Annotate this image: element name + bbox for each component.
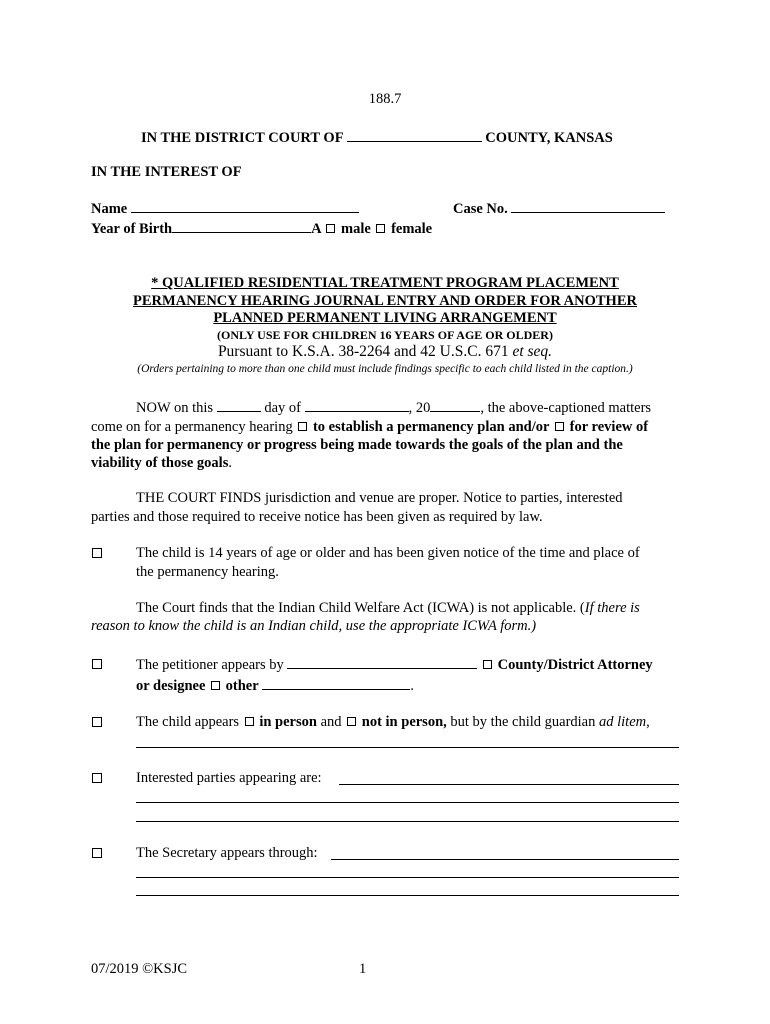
secretary-field-3[interactable] bbox=[136, 895, 679, 896]
now-text-9: . bbox=[228, 455, 232, 471]
designee-label: or designee bbox=[136, 678, 206, 694]
petitioner-end: . bbox=[410, 678, 414, 694]
interested-parties-checkbox[interactable] bbox=[92, 773, 102, 783]
child-appears-checkbox[interactable] bbox=[92, 717, 102, 727]
male-checkbox[interactable] bbox=[326, 224, 335, 233]
now-line-1 bbox=[136, 399, 651, 417]
notice-checkbox[interactable] bbox=[92, 548, 102, 558]
now-text-1: NOW on this bbox=[136, 400, 214, 416]
pursuant-et-seq: et seq. bbox=[512, 343, 553, 360]
now-text-7: for review of bbox=[569, 419, 649, 435]
secretary-field-2[interactable] bbox=[136, 877, 679, 878]
pursuant-line bbox=[0, 343, 770, 360]
other-field[interactable] bbox=[262, 677, 410, 690]
icwa-italic-1: If there is bbox=[584, 600, 640, 616]
footer-revision: 07/2019 ©KSJC bbox=[91, 961, 188, 977]
court-finds-line-2: parties and those required to receive notice has been given as required by law. bbox=[91, 509, 543, 525]
case-label: Case No. bbox=[453, 201, 508, 217]
female-label: female bbox=[391, 221, 433, 237]
not-in-person-checkbox[interactable] bbox=[347, 717, 356, 726]
county-name-field[interactable] bbox=[347, 129, 482, 142]
male-label: male bbox=[341, 221, 371, 237]
now-line-2 bbox=[91, 419, 648, 436]
county-attorney-label: County/District Attorney bbox=[497, 657, 653, 673]
icwa-line-2: reason to know the child is an Indian child, use the appropriate ICWA form.) bbox=[91, 618, 537, 634]
and-label: and bbox=[320, 714, 342, 730]
now-text-4: , the above-captioned matters bbox=[480, 400, 652, 416]
secretary-line bbox=[136, 845, 318, 862]
female-checkbox[interactable] bbox=[376, 224, 385, 233]
now-text-6: to establish a permanency plan and/or bbox=[312, 419, 550, 435]
notice-line-2: the permanency hearing. bbox=[136, 564, 279, 580]
petitioner-label: The petitioner appears by bbox=[136, 657, 284, 673]
icwa-text: The Court finds that the Indian Child Welfare Act (ICWA) is not applicable. ( bbox=[136, 600, 585, 616]
case-number-field[interactable] bbox=[511, 200, 665, 213]
month-field[interactable] bbox=[305, 399, 409, 412]
secretary-label: The Secretary appears through: bbox=[136, 845, 318, 861]
petitioner-line-2 bbox=[136, 677, 414, 695]
review-plan-checkbox[interactable] bbox=[555, 422, 564, 431]
child-appears-label: The child appears bbox=[136, 714, 240, 730]
orders-note: (Orders pertaining to more than one child must include findings specific to each child listed in the caption.) bbox=[137, 363, 633, 375]
court-caption bbox=[141, 129, 613, 147]
child-appears-comma: , bbox=[646, 714, 650, 730]
interest-of-heading: IN THE INTEREST OF bbox=[91, 164, 242, 180]
name-label: Name bbox=[91, 201, 128, 217]
in-person-label: in person bbox=[259, 714, 317, 730]
now-text-5: come on for a permanency hearing bbox=[91, 419, 293, 435]
now-text-3: , 20 bbox=[408, 400, 431, 416]
secretary-checkbox[interactable] bbox=[92, 848, 102, 858]
other-checkbox[interactable] bbox=[211, 681, 220, 690]
in-person-checkbox[interactable] bbox=[245, 717, 254, 726]
court-finds-line-1: THE COURT FINDS jurisdiction and venue are proper. Notice to parties, interested bbox=[136, 490, 623, 506]
interested-parties-field-2[interactable] bbox=[136, 802, 679, 803]
form-number: 188.7 bbox=[368, 91, 402, 107]
interested-parties-field-1[interactable] bbox=[339, 784, 679, 785]
petitioner-checkbox[interactable] bbox=[92, 659, 102, 669]
day-field[interactable] bbox=[217, 399, 261, 412]
establish-plan-checkbox[interactable] bbox=[298, 422, 307, 431]
notice-line-1: The child is 14 years of age or older and has been given notice of the time and place of bbox=[136, 545, 640, 561]
ad-litem-text: ad litem bbox=[599, 714, 647, 730]
secretary-field-1[interactable] bbox=[331, 859, 679, 860]
guardian-text: but by the child guardian bbox=[450, 714, 599, 730]
icwa-line-1 bbox=[136, 600, 640, 617]
interested-parties-line bbox=[136, 770, 322, 787]
page-number: 1 bbox=[359, 961, 367, 977]
county-attorney-checkbox[interactable] bbox=[483, 660, 492, 669]
child-appears-line bbox=[136, 714, 650, 731]
now-line-3: the plan for permanency or progress being made towards the goals of the plan and the bbox=[91, 437, 623, 453]
year-field[interactable] bbox=[430, 399, 480, 412]
not-in-person-label: not in person, bbox=[361, 714, 447, 730]
court-caption-prefix: IN THE DISTRICT COURT OF bbox=[141, 130, 344, 146]
age-note: (ONLY USE FOR CHILDREN 16 YEARS OF AGE OR OLDER) bbox=[217, 328, 553, 342]
title-line-3: PLANNED PERMANENT LIVING ARRANGEMENT bbox=[213, 310, 557, 326]
title-line-2: PERMANENCY HEARING JOURNAL ENTRY AND ORDER FOR ANOTHER bbox=[133, 293, 637, 309]
title-line-1: * QUALIFIED RESIDENTIAL TREATMENT PROGRAM PLACEMENT bbox=[151, 275, 619, 291]
petitioner-field[interactable] bbox=[287, 656, 477, 669]
now-line-4 bbox=[91, 455, 232, 472]
a-label: A bbox=[311, 221, 321, 237]
birth-row bbox=[91, 220, 432, 238]
year-of-birth-field[interactable] bbox=[172, 220, 311, 233]
interested-parties-field-3[interactable] bbox=[136, 821, 679, 822]
name-row bbox=[91, 200, 359, 218]
interested-parties-label: Interested parties appearing are: bbox=[136, 770, 322, 786]
court-caption-suffix: COUNTY, KANSAS bbox=[485, 130, 613, 146]
year-of-birth-label: Year of Birth bbox=[91, 221, 173, 237]
petitioner-line-1 bbox=[136, 656, 653, 674]
other-label: other bbox=[225, 678, 259, 694]
pursuant-text: Pursuant to K.S.A. 38-2264 and 42 U.S.C. 671 bbox=[217, 343, 513, 360]
now-text-8: viability of those goals bbox=[91, 455, 229, 471]
case-row bbox=[453, 200, 665, 218]
now-text-2: day of bbox=[264, 400, 301, 416]
guardian-line-field[interactable] bbox=[136, 747, 679, 748]
name-field[interactable] bbox=[131, 200, 359, 213]
